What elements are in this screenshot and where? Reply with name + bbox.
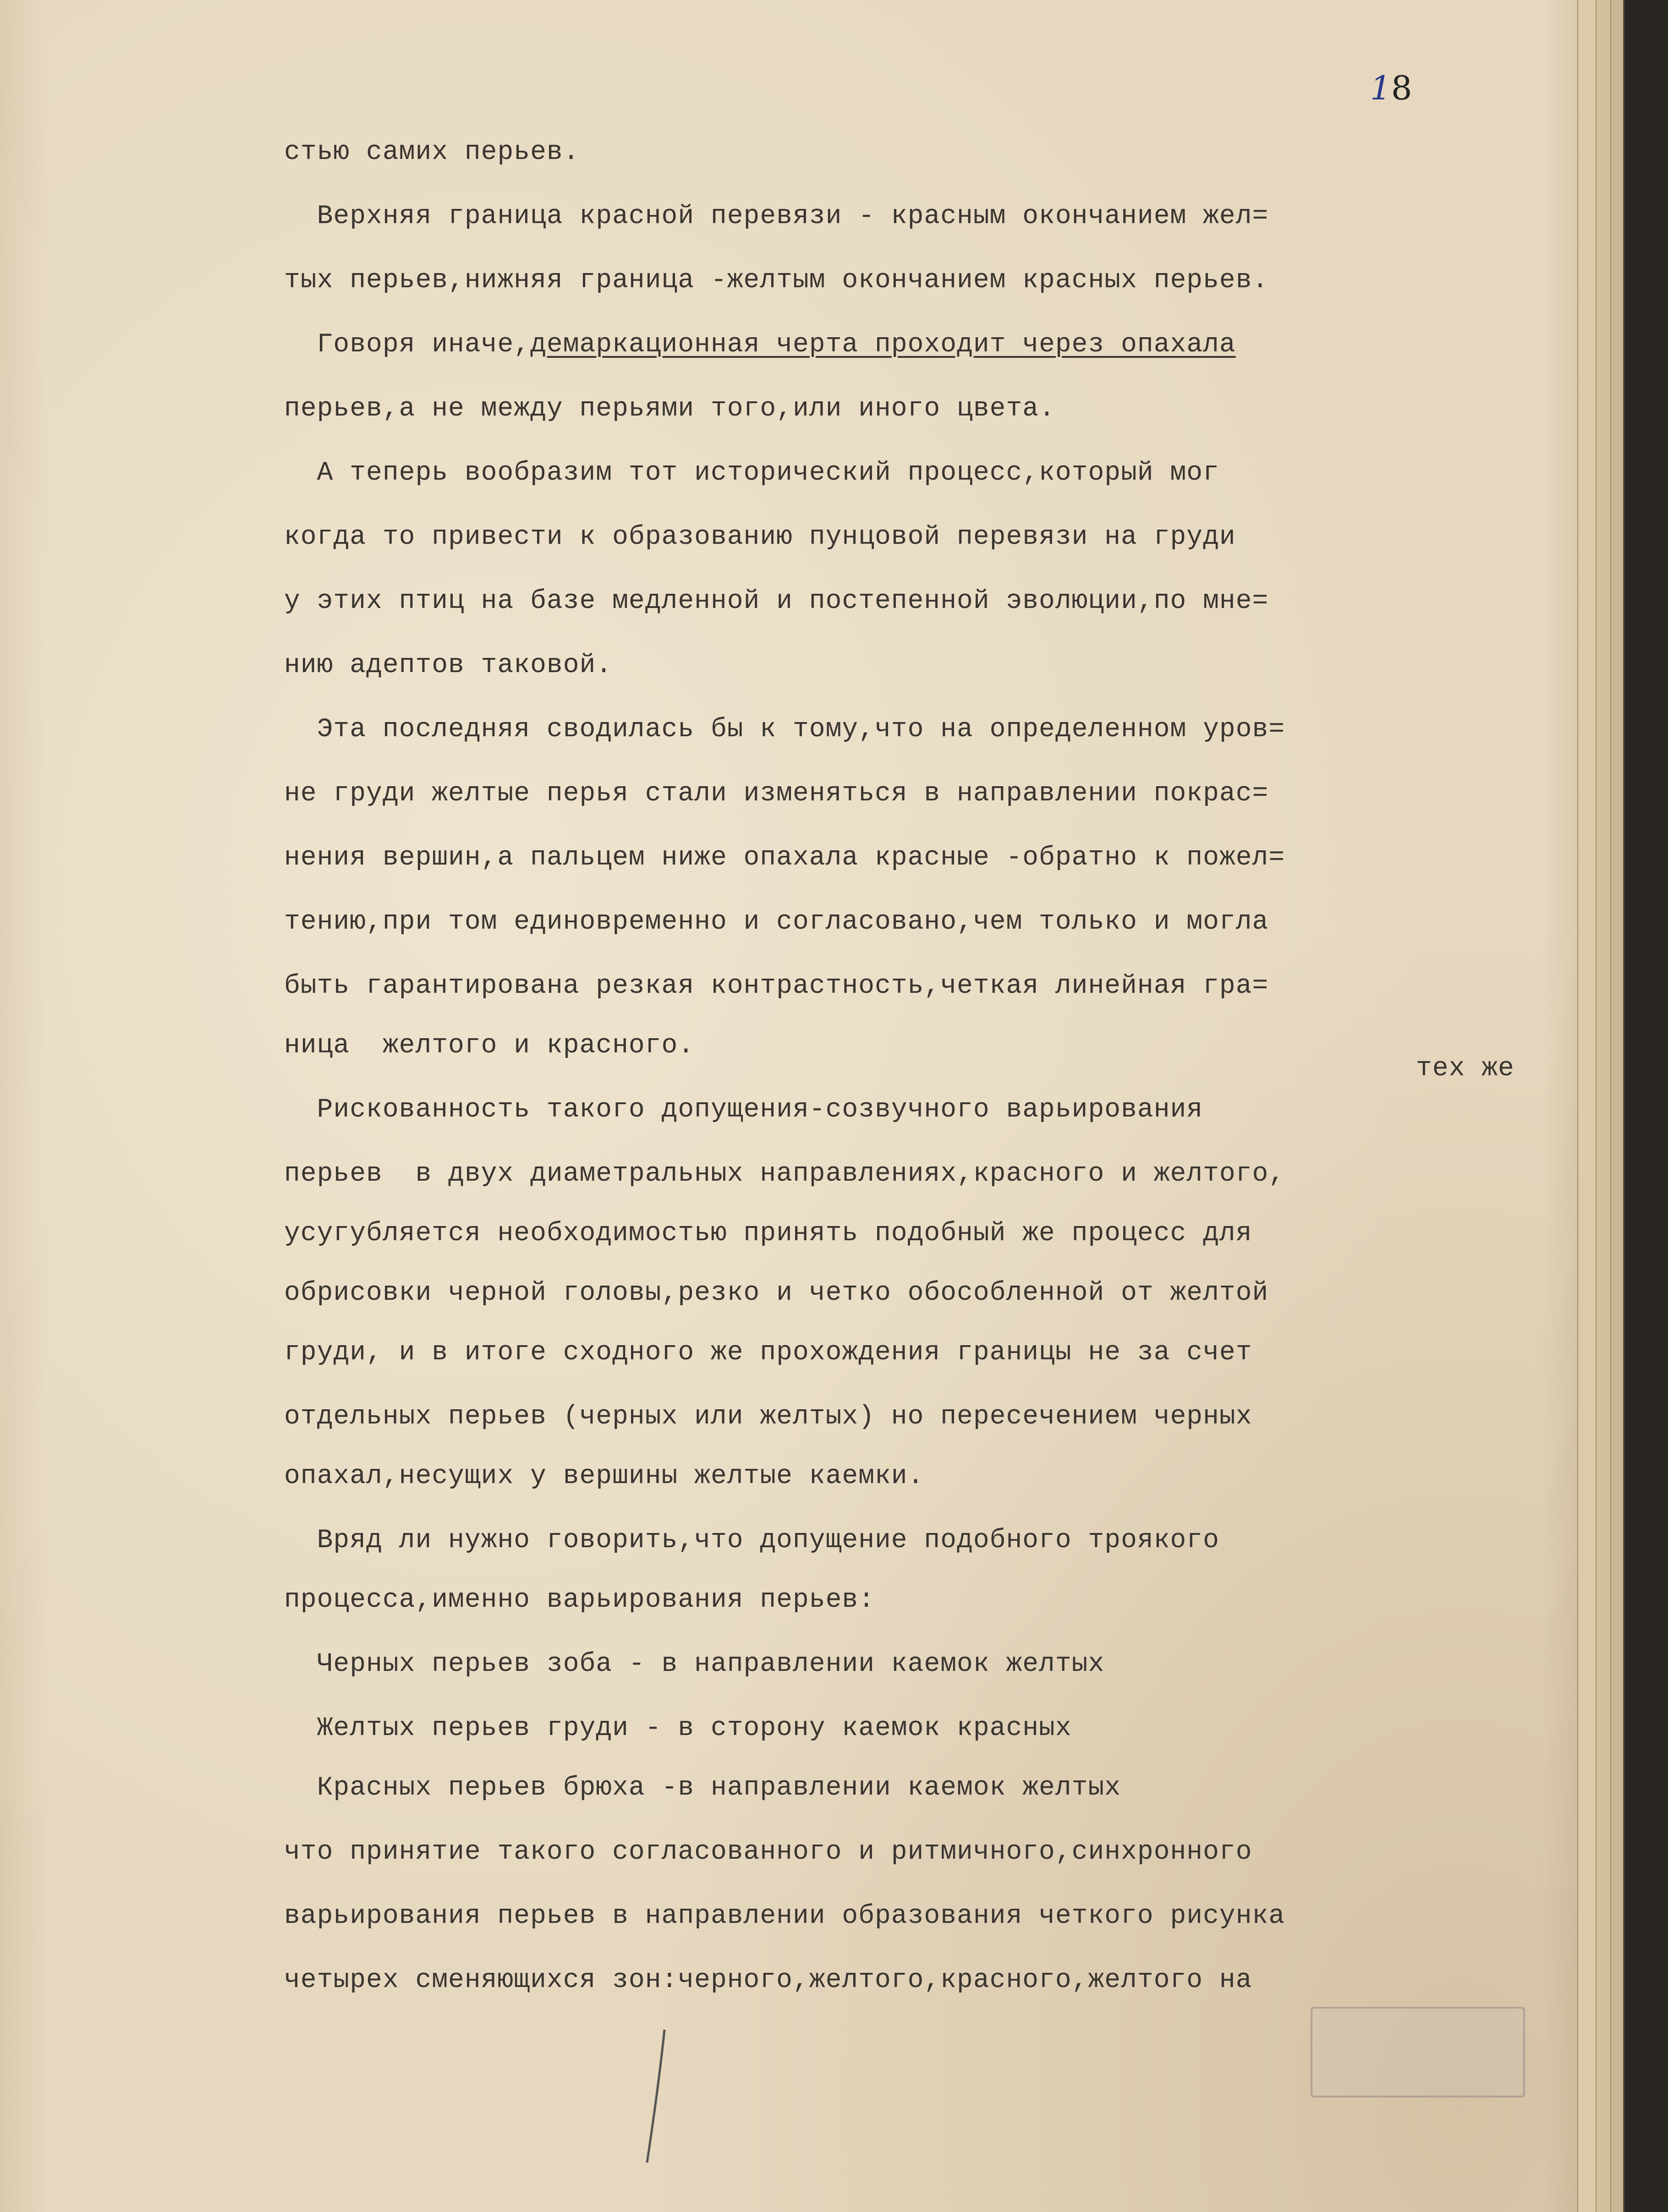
text-line [284, 330, 1236, 360]
text-line: стью самих перьев. [284, 137, 580, 167]
text-line: что принятие такого согласованного и ритмичного,синхронного [284, 1837, 1252, 1867]
list-item: Желтых перьев груди - в сторону каемок красных [284, 1714, 1072, 1743]
pen-stroke [637, 2025, 674, 2172]
text-line: тых перьев,нижняя граница -желтым окончанием красных перьев. [284, 266, 1269, 296]
text-line: быть гарантирована резкая контрастность,четкая линейная гра= [284, 971, 1269, 1001]
text-line: у этих птиц на базе медленной и постепенной эволюции,по мне= [284, 586, 1269, 616]
text-line: четырех сменяющихся зон:черного,желтого,красного,желтого на [284, 1966, 1252, 1995]
page-stack-edge [1577, 0, 1597, 2212]
archive-stamp [1311, 2007, 1525, 2097]
text-line: обрисовки черной головы,резко и четко обособленной от желтой [284, 1278, 1269, 1308]
list-item: Красных перьев брюха -в направлении каемок желтых [284, 1773, 1121, 1803]
text-line: А теперь вообразим тот исторический процесс,который мог [284, 458, 1219, 488]
page-stack-edge [1610, 0, 1624, 2212]
text-line: тению,при том единовременно и согласовано,чем только и могла [284, 907, 1269, 937]
text-line: опахал,несущих у вершины желтые каемки. [284, 1462, 924, 1491]
text-line: Верхняя граница красной перевязи - красным окончанием жел= [284, 202, 1269, 231]
text-line: отдельных перьев (черных или желтых) но пересечением черных [284, 1402, 1252, 1432]
text-line: Вряд ли нужно говорить,что допущение подобного троякого [284, 1526, 1219, 1555]
text-line: перьев в двух диаметральных направлениях,красного и желтого, [284, 1159, 1285, 1189]
list-item: Черных перьев зоба - в направлении каемок желтых [284, 1649, 1105, 1679]
text-line: Эта последняя сводилась бы к тому,что на определенном уров= [284, 715, 1285, 745]
text-line-start: Говоря иначе, [284, 330, 531, 360]
underlined-phrase: демаркационная черта проходит через опахала [530, 330, 1236, 360]
text-line: груди, и в итоге сходного же прохождения границы не за счет [284, 1338, 1252, 1368]
text-line: когда то привести к образованию пунцовой перевязи на груди [284, 522, 1236, 552]
page-stack-edge [1596, 0, 1611, 2212]
marginal-insertion: тех же [1416, 1054, 1514, 1084]
text-line: ница желтого и красного. [284, 1031, 695, 1061]
text-line: перьев,а не между перьями того,или иного цвета. [284, 394, 1055, 424]
text-line: Рискованность такого допущения-созвучного варьирования [284, 1095, 1203, 1125]
text-line: процесса,именно варьирования перьев: [284, 1585, 875, 1615]
printed-page-digit: 8 [1391, 69, 1412, 107]
text-line: не груди желтые перья стали изменяться в направлении покрас= [284, 779, 1269, 809]
text-line: нию адептов таковой. [284, 651, 613, 680]
handwritten-page-digit: 1 [1370, 69, 1391, 107]
text-line: нения вершин,а пальцем ниже опахала красные -обратно к пожел= [284, 843, 1285, 873]
page-number [1370, 69, 1412, 107]
text-line: усугубляется необходимостью принять подобный же процесс для [284, 1219, 1252, 1248]
text-line: варьирования перьев в направлении образования четкого рисунка [284, 1901, 1285, 1931]
